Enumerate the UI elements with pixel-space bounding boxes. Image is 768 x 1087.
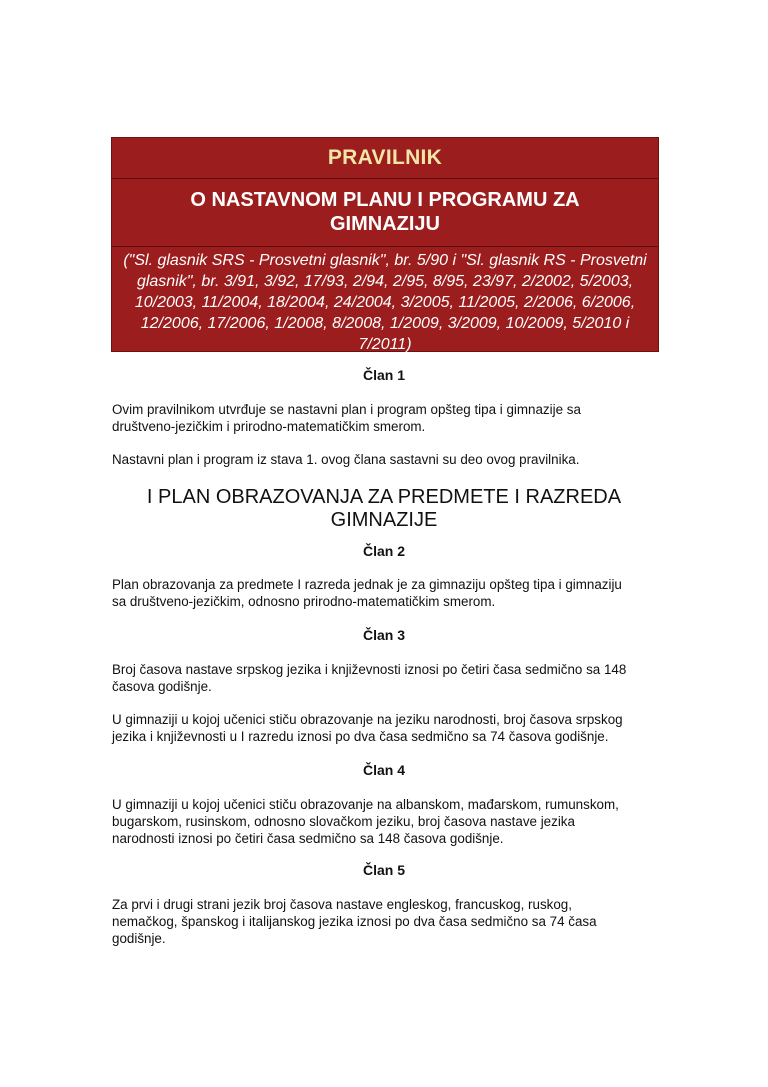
- reference-line: 7/2011): [358, 336, 412, 353]
- article-heading-2: Član 2: [362, 543, 405, 559]
- article-1-paragraph-1: [112, 401, 672, 435]
- gazette-references: [112, 250, 658, 355]
- subtitle-line: O NASTAVNOM PLANU I PROGRAMU ZA: [190, 189, 580, 211]
- article-heading-1: Član 1: [362, 367, 405, 383]
- article-3-paragraph-1: [112, 661, 672, 695]
- subtitle-line: GIMNAZIJU: [330, 213, 440, 235]
- text-line: društveno-jezičkim i prirodno-matematičkim smerom.: [112, 419, 426, 434]
- reference-line: 12/2006, 17/2006, 1/2008, 8/2008, 1/2009, 3/2009, 10/2009, 5/2010 i: [140, 315, 630, 332]
- text-line: narodnosti iznosi po četiri časa sedmično sa 148 časova godišnje.: [112, 831, 504, 846]
- text-line: Broj časova nastave srpskog jezika i književnosti iznosi po četiri časa sedmično sa 148: [112, 662, 627, 677]
- document-title: PRAVILNIK: [327, 146, 443, 169]
- text-line: jezika i književnosti u I razredu iznosi po dva časa sedmično sa 74 časova godišnje.: [112, 729, 609, 744]
- banner-divider: [112, 246, 658, 247]
- reference-line: glasnik", br. 3/91, 3/92, 17/93, 2/94, 2/95, 8/95, 23/97, 2/2002, 5/2003,: [136, 273, 634, 290]
- text-line: U gimnaziji u kojoj učenici stiču obrazovanje na jeziku narodnosti, broj časova srpskog: [112, 712, 623, 727]
- text-line: časova godišnje.: [112, 679, 212, 694]
- text-line: nemačkog, španskog i italijanskog jezika iznosi po dva časa sedmično sa 74 časa: [112, 914, 597, 929]
- article-4-paragraph-1: [112, 796, 672, 847]
- section-heading: [0, 486, 768, 532]
- article-1-paragraph-2: [112, 451, 672, 468]
- title-banner: [111, 137, 659, 352]
- article-3-paragraph-2: [112, 711, 672, 745]
- article-heading-4: Član 4: [362, 762, 405, 778]
- article-heading-5: Član 5: [362, 862, 405, 878]
- text-line: Ovim pravilnikom utvrđuje se nastavni plan i program opšteg tipa i gimnazije sa: [112, 402, 581, 417]
- text-line: sa društveno-jezičkim, odnosno prirodno-matematičkim smerom.: [112, 594, 496, 609]
- text-line: Plan obrazovanja za predmete I razreda jednak je za gimnaziju opšteg tipa i gimnaziju: [112, 577, 622, 592]
- text-line: Nastavni plan i program iz stava 1. ovog člana sastavni su deo ovog pravilnika.: [112, 452, 580, 467]
- section-heading-line: GIMNAZIJE: [330, 509, 438, 531]
- document-subtitle: [112, 188, 658, 236]
- reference-line: ("Sl. glasnik SRS - Prosvetni glasnik", br. 5/90 i "Sl. glasnik RS - Prosvetni: [123, 252, 647, 269]
- banner-divider: [112, 178, 658, 179]
- article-heading-3: Član 3: [362, 627, 405, 643]
- section-heading-line: I PLAN OBRAZOVANJA ZA PREDMETE I RAZREDA: [146, 486, 622, 508]
- article-2-paragraph-1: [112, 576, 672, 610]
- article-5-paragraph-1: [112, 896, 672, 947]
- text-line: Za prvi i drugi strani jezik broj časova nastave engleskog, francuskog, ruskog,: [112, 897, 572, 912]
- text-line: U gimnaziji u kojoj učenici stiču obrazovanje na albanskom, mađarskom, rumunskom,: [112, 797, 619, 812]
- reference-line: 10/2003, 11/2004, 18/2004, 24/2004, 3/2005, 11/2005, 2/2006, 6/2006,: [134, 294, 636, 311]
- text-line: godišnje.: [112, 931, 166, 946]
- text-line: bugarskom, rusinskom, odnosno slovačkom jeziku, broj časova nastave jezika: [112, 814, 575, 829]
